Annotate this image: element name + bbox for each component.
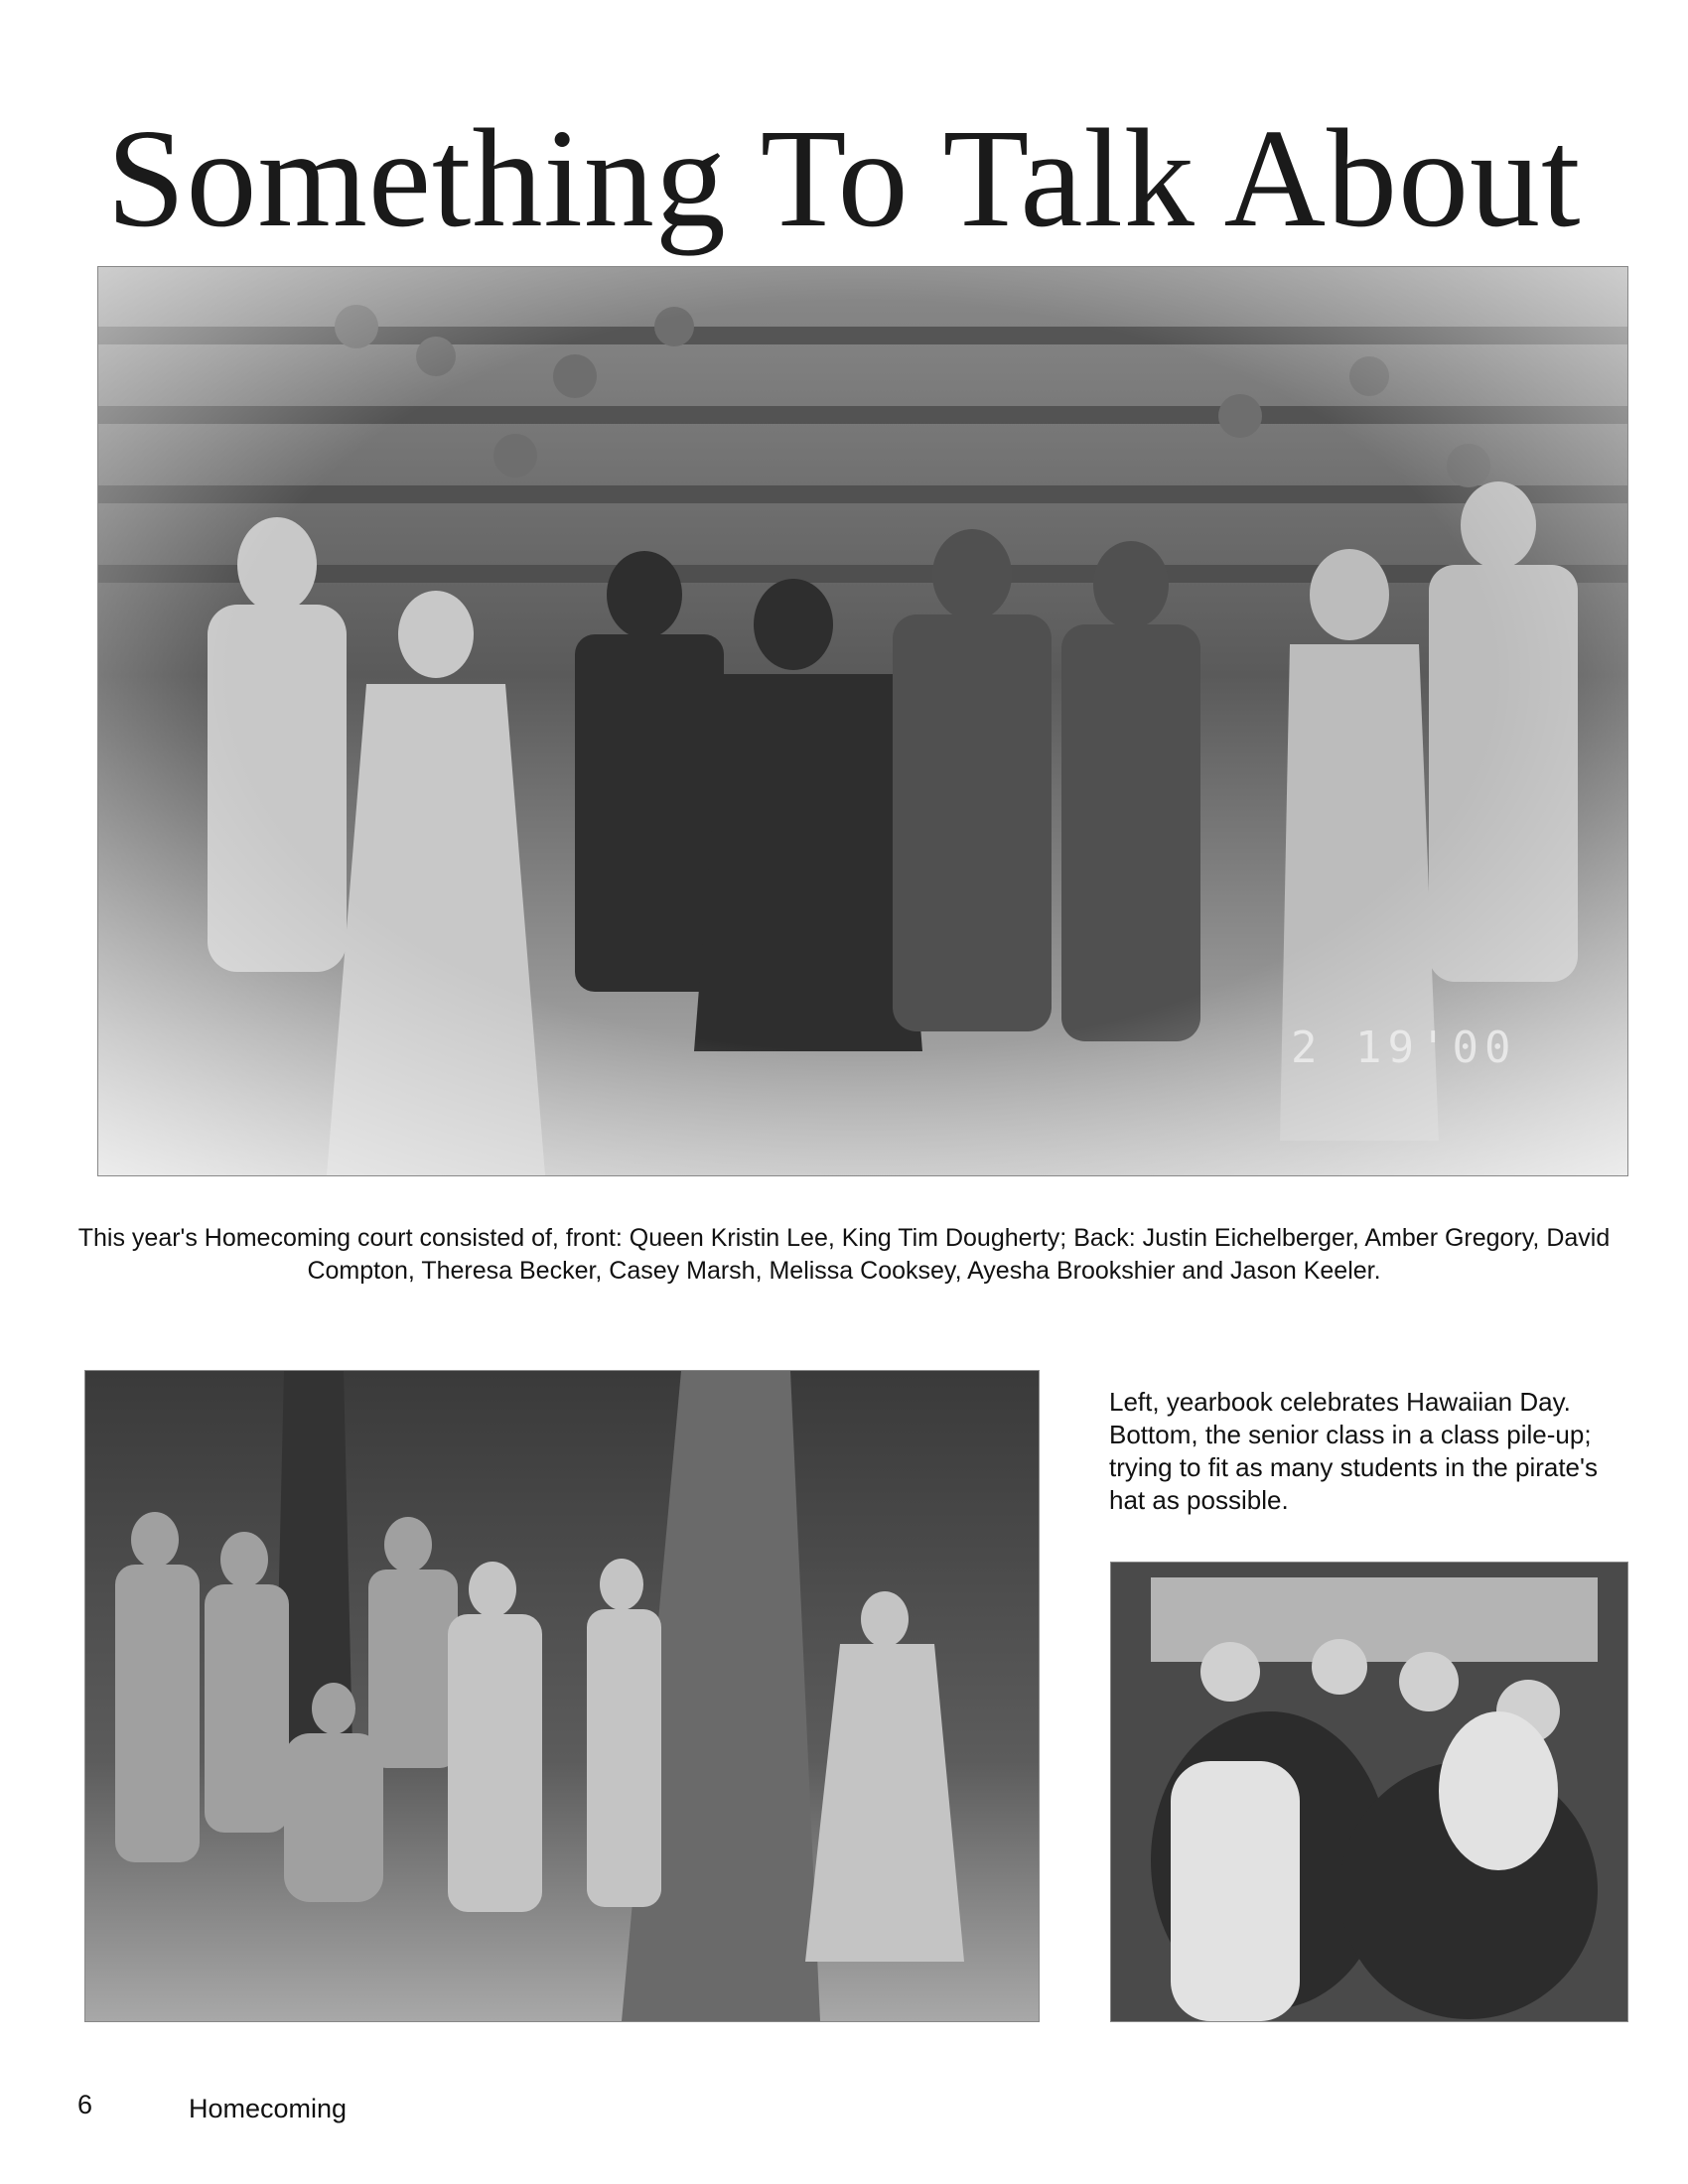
photo-date-stamp: 2 19'00 — [1291, 1023, 1517, 1073]
homecoming-court-caption: This year's Homecoming court consisted of, front: Queen Kristin Lee, King Tim Dougherty; Back: Justin Eichelberger, Amber Gregory, David Compton, Theresa Becker, Casey Marsh, Melissa Cooksey, Ayesha Brookshier and Jason Keeler. — [77, 1224, 1611, 1285]
section-label: Homecoming — [189, 2094, 348, 2123]
side-caption: Left, yearbook celebrates Hawaiian Day. Bottom, the senior class in a class pile-up; trying to fit as many students in the pirate's hat as possible. — [1109, 1387, 1598, 1515]
senior-pileup-photo — [1110, 1562, 1628, 2022]
page-number: 6 — [77, 2090, 93, 2119]
hawaiian-day-photo — [84, 1370, 1040, 2022]
page-title: Something To Talk About — [106, 99, 1582, 256]
